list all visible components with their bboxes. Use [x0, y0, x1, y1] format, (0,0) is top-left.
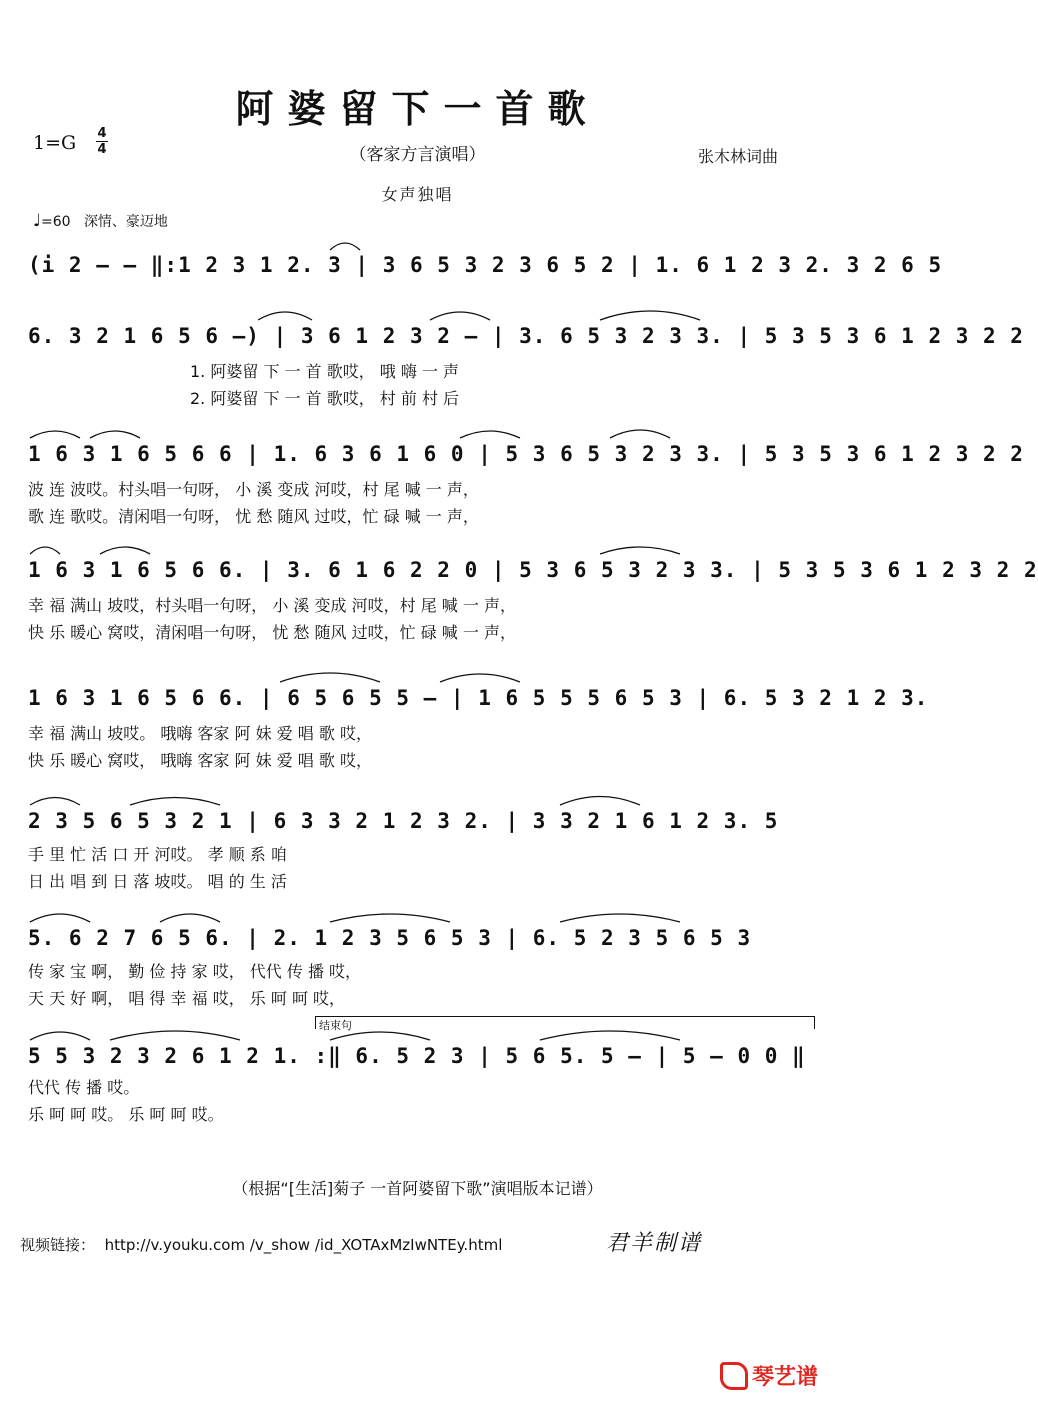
notation-row-3: 1 6 3 1 6 5 6 6 | 1. 6 3 6 1 6 0 | 5 3 6 5 3 2 3 3. | 5 3 5 3 6 1 2 3 2 2: [28, 442, 1024, 466]
lyric-row-3-verse-2: 歌 连 歌哎。清闲唱一句呀， 忧 愁 随风 过哎，忙 碌 喊 一 声，: [28, 507, 479, 526]
tempo-bpm: =60: [41, 214, 71, 230]
transcriber-signature: 君羊制谱: [606, 1231, 703, 1256]
lyric-row-2-verse-2: 2. 阿婆留 下 一 首 歌哎， 村 前 村 后: [190, 389, 460, 408]
lyric-row-8-verse-2: 乐 呵 呵 哎。 乐 呵 呵 哎。: [28, 1105, 224, 1124]
time-signature-bottom: 4: [97, 142, 107, 157]
slur-mark: [460, 431, 520, 438]
notation-row-2: 6. 3 2 1 6 5 6 –) | 3 6 1 2 3 2 – | 3. 6 5 3 2 3 3. | 5 3 5 3 6 1 2 3 2 2: [28, 324, 1024, 348]
slur-mark: [30, 914, 90, 922]
slur-mark: [90, 431, 140, 438]
ending-label: 结束句: [319, 1019, 352, 1032]
video-link-row: [20, 1234, 502, 1255]
song-title: 阿婆留下一首歌: [235, 86, 600, 131]
subtitle: （客家方言演唱）: [349, 145, 486, 165]
slur-mark: [258, 312, 312, 320]
slur-mark: [100, 547, 150, 554]
slur-mark: [280, 673, 380, 682]
performer: 女声独唱: [381, 185, 454, 204]
lyric-row-7-verse-2: 天 天 好 啊， 唱 得 幸 福 哎， 乐 呵 呵 哎，: [28, 989, 346, 1008]
slur-mark: [330, 1032, 430, 1040]
lyric-row-6-verse-2: 日 出 唱 到 日 落 坡哎。 唱 的 生 活: [28, 872, 287, 891]
slur-mark: [600, 547, 680, 554]
lyric-row-8-verse-1: 代代 传 播 哎。: [28, 1078, 140, 1097]
time-signature-top: 4: [97, 126, 107, 141]
slur-mark: [30, 431, 80, 438]
notation-row-4: 1 6 3 1 6 5 6 6. | 3. 6 1 6 2 2 0 | 5 3 6 5 3 2 3 3. | 5 3 5 3 6 1 2 3 2 2: [28, 558, 1038, 582]
lyric-row-5-verse-1: 幸 福 满山 坡哎。 哦嗨 客家 阿 妹 爱 唱 歌 哎，: [28, 724, 372, 743]
notation-row-5: 1 6 3 1 6 5 6 6. | 6 5 6 5 5 – | 1 6 5 5 5 6 5 3 | 6. 5 3 2 1 2 3.: [28, 686, 929, 710]
slur-mark: [540, 1031, 680, 1040]
video-label: 视频链接：: [20, 1236, 96, 1254]
watermark-text: 琴艺谱: [752, 1365, 819, 1390]
slur-mark: [560, 914, 680, 922]
slur-mark: [30, 1032, 90, 1040]
slur-mark: [440, 674, 520, 682]
lyric-row-2-verse-1: 1. 阿婆留 下 一 首 歌哎， 哦 嗨 一 声: [190, 362, 460, 381]
slur-mark: [600, 311, 700, 320]
slur-mark: [110, 1031, 240, 1040]
lyric-row-7-verse-1: 传 家 宝 啊， 勤 俭 持 家 哎， 代代 传 播 哎，: [28, 962, 362, 981]
slur-mark: [30, 798, 80, 806]
key-signature: 1=G: [33, 132, 77, 154]
lyric-row-4-verse-1: 幸 福 满山 坡哎，村头唱一句呀， 小 溪 变成 河哎，村 尾 喊 一 声，: [28, 596, 516, 615]
composer: 张木林词曲: [698, 147, 779, 166]
lyric-row-3-verse-1: 波 连 波哎。村头唱一句呀， 小 溪 变成 河哎，村 尾 喊 一 声，: [28, 480, 479, 499]
lyric-row-6-verse-1: 手 里 忙 活 口 开 河哎。 孝 顺 系 咱: [28, 845, 287, 864]
logo-icon: [720, 1362, 748, 1390]
slur-mark: [560, 797, 640, 806]
source-note: （根据“[生活]菊子 一首阿婆留下歌”演唱版本记谱）: [232, 1179, 603, 1198]
video-url-link[interactable]: http://v.youku.com /v_show /id_XOTAxMzIwNTEy.html: [104, 1236, 503, 1254]
notation-row-8: 5 5 3 2 3 2 6 1 2 1. :‖ 6. 5 2 3 | 5 6 5. 5 – | 5 – 0 0 ‖: [28, 1044, 806, 1068]
slur-mark: [330, 243, 360, 250]
watermark-logo: [720, 1360, 818, 1391]
slur-mark: [610, 430, 670, 438]
quarter-note-icon: ♩: [33, 211, 42, 231]
slur-mark: [130, 798, 220, 806]
notation-row-6: 2 3 5 6 5 3 2 1 | 6 3 3 2 1 2 3 2. | 3 3 2 1 6 1 2 3. 5: [28, 809, 779, 833]
lyric-row-5-verse-2: 快 乐 暖心 窝哎， 哦嗨 客家 阿 妹 爱 唱 歌 哎，: [28, 751, 372, 770]
slur-mark: [30, 547, 60, 554]
notation-row-7: 5. 6 2 7 6 5 6. | 2. 1 2 3 5 6 5 3 | 6. 5 2 3 5 6 5 3: [28, 926, 752, 950]
slur-mark: [430, 312, 490, 320]
slur-mark: [330, 914, 450, 922]
slur-mark: [160, 914, 220, 922]
tempo-expression: 深情、豪迈地: [83, 214, 168, 230]
notation-row-1: (i 2 – – ‖:1 2 3 1 2. 3 | 3 6 5 3 2 3 6 5 2 | 1. 6 1 2 3 2. 3 2 6 5: [28, 253, 943, 277]
lyric-row-4-verse-2: 快 乐 暖心 窝哎，清闲唱一句呀， 忧 愁 随风 过哎，忙 碌 喊 一 声，: [28, 623, 516, 642]
